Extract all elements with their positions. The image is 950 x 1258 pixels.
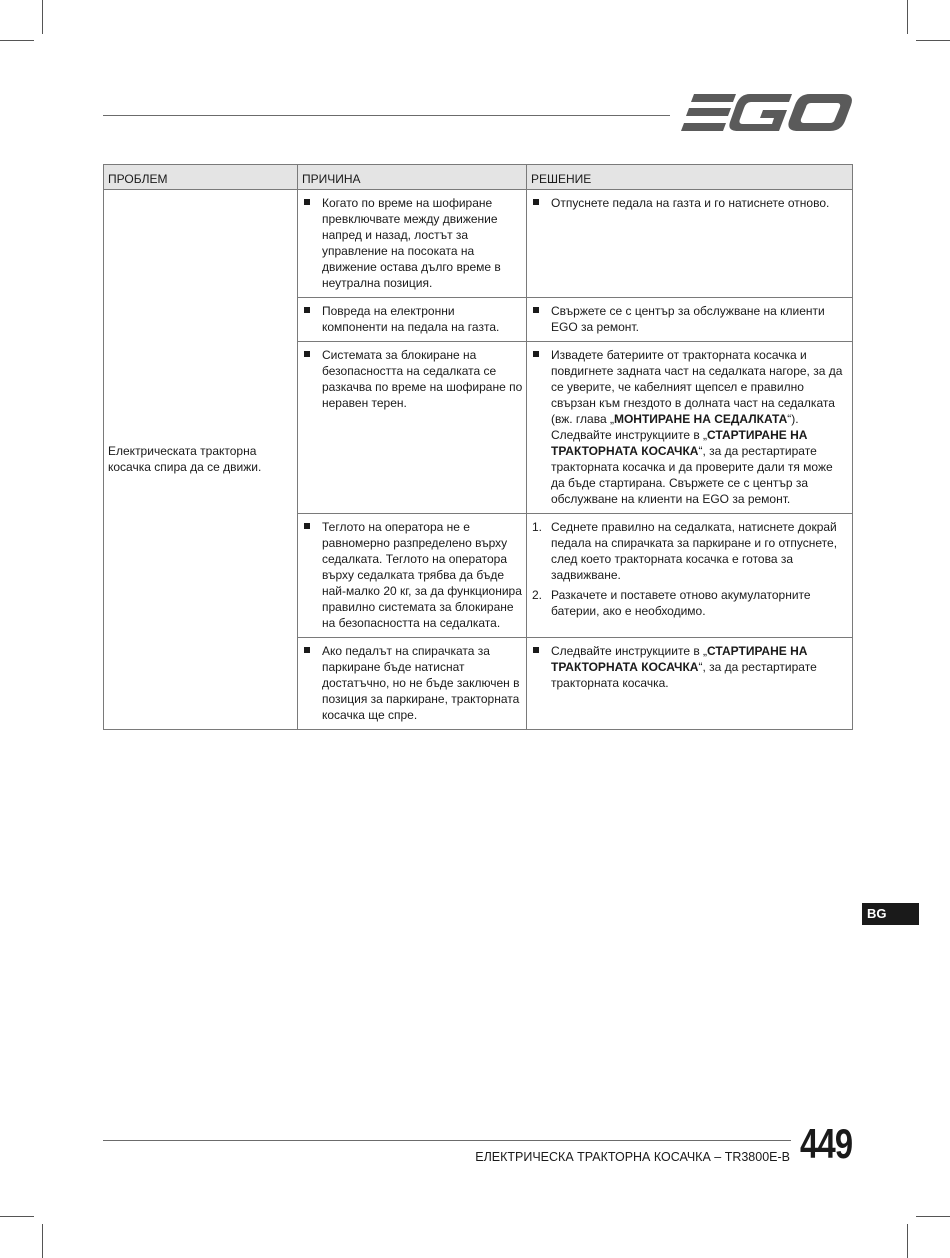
section-reference: СТАРТИРАНЕ НА ТРАКТОРНАТА КОСАЧКА (551, 428, 808, 458)
numbered-step (530, 519, 849, 583)
solution-text (551, 644, 817, 690)
step-text: Седнете правилно на седалката, натиснете докрай педала на спирачката за паркиране и го отпуснете, след което тракторната косачка е готова за задвижване. (551, 520, 838, 582)
bullet-icon (304, 199, 310, 205)
step-number: 1. (532, 520, 543, 534)
cause-text: Системата за блокиране на безопасността на седалката се разкачва по време на шофиране по неравен терен. (322, 348, 523, 410)
cause-text: Когато по време на шофиране превключвате между движение напред и назад, лостът за управление на посоката на движение остава дълго време в неутрална позиция. (322, 196, 501, 290)
section-reference: СТАРТИРАНЕ НА ТРАКТОРНАТА КОСАЧКА (551, 644, 808, 674)
crop-mark (916, 1216, 950, 1217)
crop-mark (907, 0, 908, 34)
column-header-cause: ПРИЧИНА (298, 165, 527, 190)
bullet-icon (304, 647, 310, 653)
page-number: 449 (800, 1120, 853, 1167)
solution-cell (527, 514, 853, 638)
crop-mark (0, 40, 34, 41)
bullet-icon (533, 199, 539, 205)
solution-text-part: “, за да рестартирате тракторната косачка. (551, 660, 817, 690)
cause-cell (298, 298, 527, 342)
bullet-icon (304, 307, 310, 313)
bullet-icon (533, 307, 539, 313)
section-reference: МОНТИРАНЕ НА СЕДАЛКАТА (613, 412, 788, 426)
step-number: 2. (532, 588, 543, 602)
bullet-icon (304, 351, 310, 357)
crop-mark (42, 0, 43, 34)
language-tab: BG (862, 903, 919, 925)
solution-text-part: “). Следвайте инструкциите в „ (551, 412, 799, 442)
solution-cell (527, 298, 853, 342)
solution-text-part: Следвайте инструкциите в „ (551, 644, 708, 658)
cause-cell (298, 190, 527, 298)
solution-cell (527, 342, 853, 514)
cause-cell (298, 514, 527, 638)
troubleshooting-table (103, 164, 853, 730)
solution-text: Свържете се с център за обслужване на клиенти EGO за ремонт. (551, 304, 825, 334)
crop-mark (907, 1224, 908, 1258)
solution-text (551, 348, 842, 506)
footer-product-title: ЕЛЕКТРИЧЕСКА ТРАКТОРНА КОСАЧКА – TR3800E-B (475, 1150, 790, 1164)
footer-rule (103, 1140, 791, 1141)
cause-text: Теглото на оператора не е равномерно разпределено върху седалката. Теглото на оператора върху седалката трябва да бъде най-малко 20 кг, за да функционира правилно системата за блокиране на безопасността на седалката. (322, 520, 522, 630)
table-header-row (104, 165, 853, 190)
bullet-icon (304, 523, 310, 529)
cause-cell (298, 342, 527, 514)
table-row (104, 190, 853, 298)
crop-mark (0, 1216, 34, 1217)
ego-logo (680, 92, 853, 134)
solution-cell (527, 190, 853, 298)
cause-cell (298, 638, 527, 730)
cause-text: Ако педалът на спирачката за паркиране бъде натиснат достатъчно, но не бъде заключен в позиция за паркиране, тракторната косачка ще спре. (322, 644, 520, 722)
column-header-problem: ПРОБЛЕМ (104, 165, 298, 190)
solution-text: Отпуснете педала на газта и го натиснете отново. (551, 196, 830, 210)
solution-cell (527, 638, 853, 730)
crop-mark (916, 40, 950, 41)
cause-text: Повреда на електронни компоненти на педала на газта. (322, 304, 500, 334)
numbered-step (530, 587, 849, 619)
crop-mark (42, 1224, 43, 1258)
bullet-icon (533, 647, 539, 653)
bullet-icon (533, 351, 539, 357)
problem-cell: Електрическата тракторна косачка спира да се движи. (104, 190, 298, 730)
step-text: Разкачете и поставете отново акумулаторните батерии, ако е необходимо. (551, 588, 811, 618)
solution-text-part: “, за да рестартирате тракторната косачка и да проверите дали тя може да бъде стартирана. Свържете се с център за обслужване на клиенти на EGO за ремонт. (551, 444, 833, 506)
header-rule (103, 115, 670, 116)
solution-text-part: Извадете батериите от тракторната косачка и повдигнете задната част на седалката нагоре, за да се уверите, че кабелният щепсел е правилно свързан към гнездото в долната част на седалката (вж. глава „ (551, 348, 843, 426)
column-header-solution: РЕШЕНИЕ (527, 165, 853, 190)
